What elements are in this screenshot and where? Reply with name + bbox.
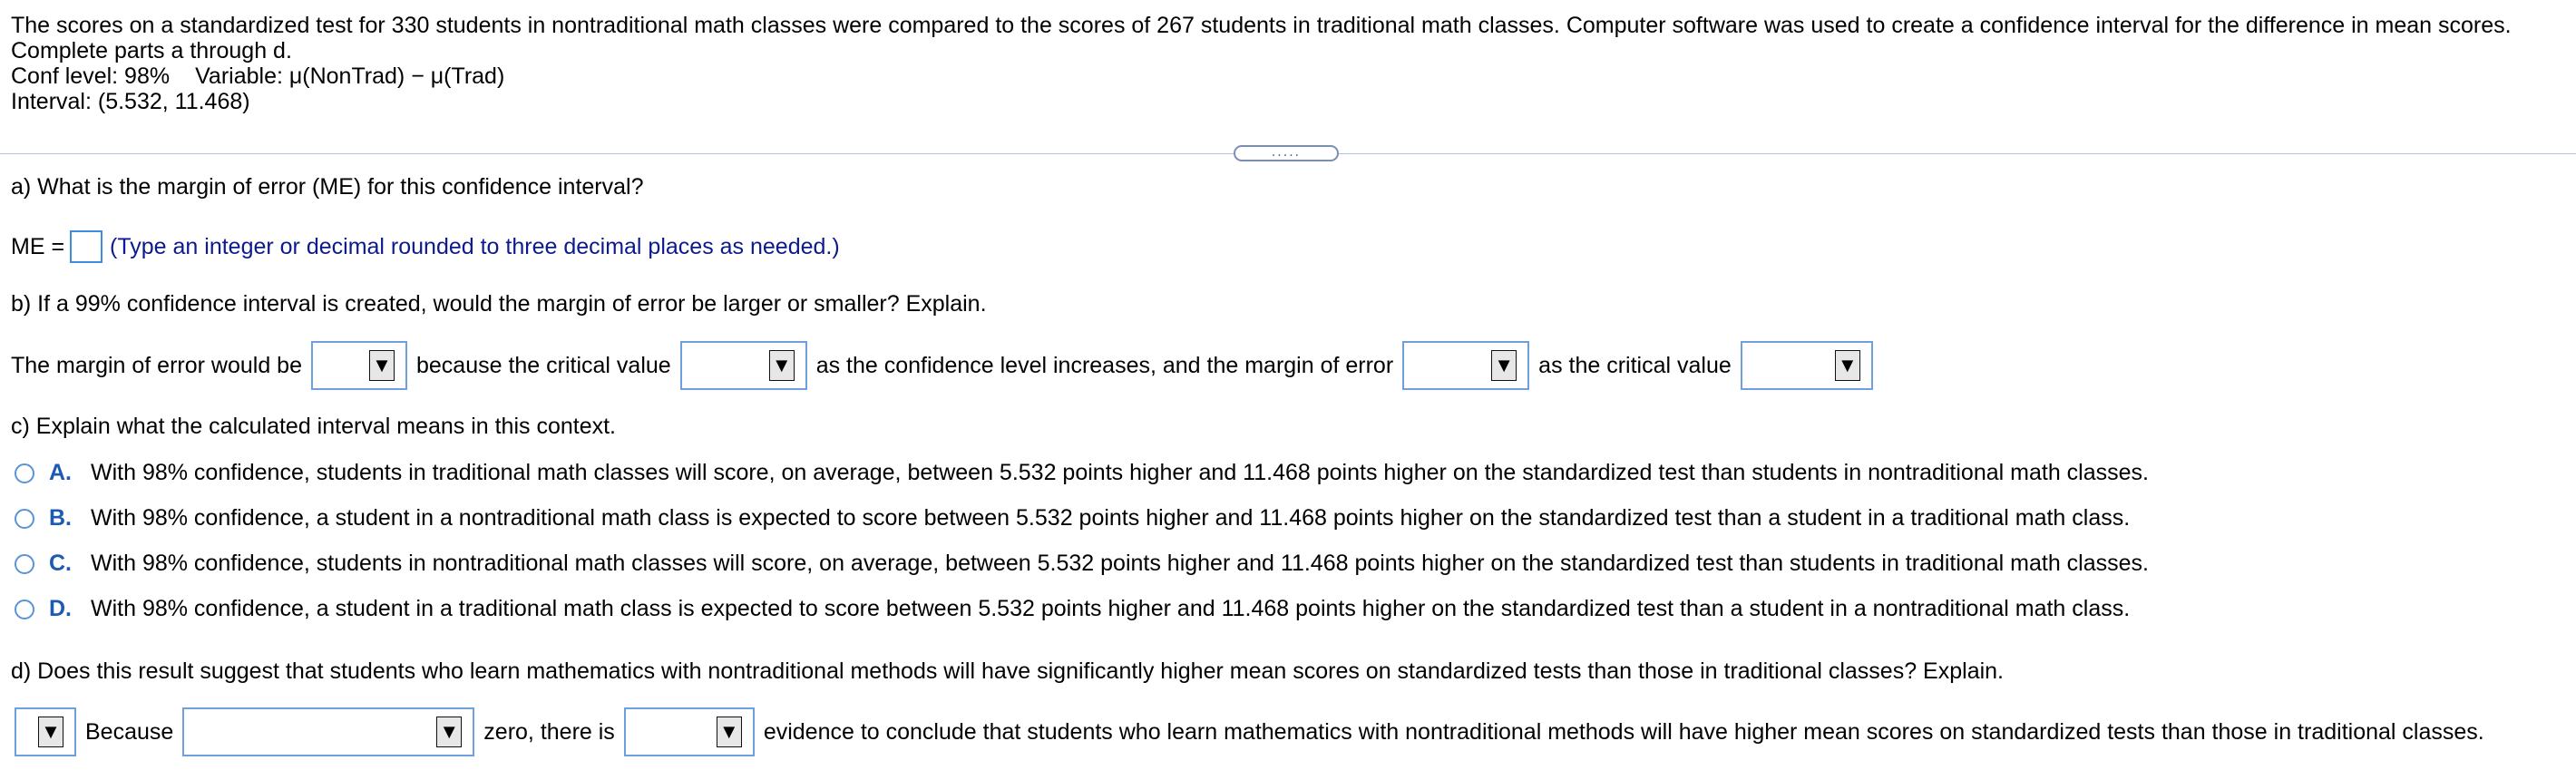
dropdown-arrow-icon: ▼ — [717, 717, 742, 747]
part-b-text-3: as the confidence level increases, and the margin of error — [815, 353, 1394, 378]
me-hint: (Type an integer or decimal rounded to three decimal places as needed.) — [110, 234, 840, 259]
part-b-text-1: The margin of error would be — [11, 353, 302, 378]
part-d-text-3: evidence to conclude that students who learn mathematics with nontraditional methods will have higher mean scores on standardized tests than those in traditional classes. — [763, 719, 2484, 745]
choice-letter: D. — [49, 596, 72, 621]
choice-text: With 98% confidence, a student in a traditional math class is expected to score between 5.532 points higher and 11.468 points higher on the standardized test than a student in a nontraditional math class. — [91, 596, 2131, 621]
dropdown-arrow-icon: ▼ — [436, 717, 462, 747]
choice-text: With 98% confidence, a student in a nontraditional math class is expected to score between 5.532 points higher and 11.468 points higher on the standardized test than a student in a traditional math class. — [91, 505, 2131, 531]
part-d-question: d) Does this result suggest that students who learn mathematics with nontraditional methods will have significantly higher mean scores on standardized tests than those in traditional classes? Explain. — [11, 658, 2004, 684]
choice-letter: C. — [49, 551, 72, 576]
part-d-text-2: zero, there is — [483, 719, 615, 745]
part-b-text-2: because the critical value — [415, 353, 671, 378]
radio-button[interactable] — [15, 509, 34, 529]
part-b-answer-row — [11, 341, 1882, 390]
choice-text: With 98% confidence, students in traditional math classes will score, on average, between 5.532 points higher and 11.468 points higher on the standardized test than students in nontraditional math classes. — [91, 460, 2149, 485]
interval: Interval: (5.532, 11.468) — [11, 89, 250, 114]
evidence-dropdown[interactable] — [624, 707, 755, 756]
choice-b[interactable] — [15, 505, 2130, 531]
choice-a[interactable] — [15, 460, 2149, 486]
part-d-answer-row — [5, 707, 2484, 756]
choice-letter: A. — [49, 460, 72, 485]
dropdown-arrow-icon: ▼ — [769, 350, 795, 381]
interval-contains-dropdown[interactable] — [182, 707, 474, 756]
radio-button[interactable] — [15, 600, 34, 619]
part-d-text-1: Because — [85, 719, 174, 745]
me-label: ME = — [11, 234, 65, 259]
reject-decision-dropdown[interactable] — [15, 707, 76, 756]
expand-handle[interactable]: ..... — [1234, 145, 1339, 161]
choice-text: With 98% confidence, students in nontraditional math classes will score, on average, between 5.532 points higher and 11.468 points higher on the standardized test than students in traditional math classes. — [91, 551, 2149, 576]
part-a-question: a) What is the margin of error (ME) for this confidence interval? — [11, 174, 644, 200]
part-a-answer-row — [11, 230, 840, 263]
problem-text: The scores on a standardized test for 330 students in nontraditional math classes were compared to the scores of 267 students in traditional math classes. Computer software was used to create a confidence interval for the difference in mean scores. Complete parts a through d. — [11, 13, 2512, 63]
critical-value-direction-dropdown[interactable] — [1741, 341, 1873, 390]
radio-button[interactable] — [15, 463, 34, 483]
conf-info-line — [11, 63, 2560, 89]
dropdown-arrow-icon: ▼ — [369, 350, 395, 381]
radio-button[interactable] — [15, 554, 34, 574]
dropdown-arrow-icon: ▼ — [1491, 350, 1517, 381]
dropdown-arrow-icon: ▼ — [1835, 350, 1860, 381]
critical-value-change-dropdown[interactable] — [680, 341, 807, 390]
conf-level: Conf level: 98% — [11, 63, 171, 89]
me-input[interactable] — [70, 230, 102, 263]
choice-c[interactable] — [15, 551, 2149, 577]
margin-size-dropdown[interactable] — [311, 341, 407, 390]
dropdown-arrow-icon: ▼ — [38, 717, 63, 747]
choice-d[interactable] — [15, 596, 2130, 622]
choice-letter: B. — [49, 505, 72, 531]
problem-statement — [11, 13, 2560, 114]
part-b-question: b) If a 99% confidence interval is created, would the margin of error be larger or smaller? Explain. — [11, 291, 987, 317]
part-b-text-4: as the critical value — [1538, 353, 1732, 378]
variable: Variable: μ(NonTrad) − μ(Trad) — [195, 63, 505, 89]
part-c-question: c) Explain what the calculated interval means in this context. — [11, 414, 617, 439]
margin-change-dropdown[interactable] — [1402, 341, 1529, 390]
